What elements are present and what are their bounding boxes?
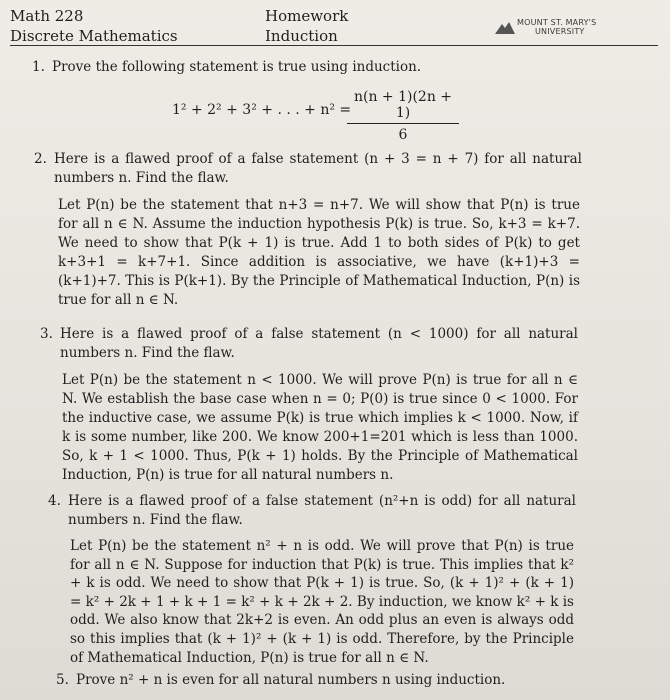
formula-lhs: 1² + 2² + 3² + . . . + n² = — [172, 102, 352, 118]
problem-3 — [40, 325, 578, 365]
flawed-proof-4: Let P(n) be the statement n² + n is odd. We will prove that P(n) is true for all n ∈ N. Suppose for induction that P(k) is true. This implies that k² + k is odd. We need to show that P(k + 1) is true. So, (k + 1)² + (k + 1) = k² + 2k + 1 + k + 1 = k² + k + 2k + 2. By induction, we know k² + k is odd. We also know that 2k+2 is even. An odd plus an even is always odd so this implies that (k + 1)² + (k + 1) is odd. Therefore, by the Principle of Mathematical Induction, P(n) is true for all n ∈ N. — [70, 538, 574, 666]
header-divider — [10, 45, 658, 46]
header — [10, 6, 660, 46]
problem-statement: Prove the following statement is true using induction. — [52, 59, 422, 75]
formula-fraction — [347, 89, 459, 143]
problem-number: 2. — [34, 151, 47, 167]
flawed-proof-2: Let P(n) be the statement that n+3 = n+7. We will show that P(n) is true for all n ∈ N. Assume the induction hypothesis P(k) is true. So, k+3 = k+7. We need to show that P(k + 1) is true. Add 1 to both sides of P(k) to get k+3+1 = k+7+1. Since addition is associative, we have (k+1)+3 = (k+1)+7. This is P(k+1). By the Principle of Mathematical Induction, P(n) is true for all n ∈ N. — [58, 197, 580, 308]
mountain-logo-icon — [495, 20, 515, 36]
assignment-info — [265, 6, 348, 46]
topic: Induction — [265, 27, 338, 45]
problem-statement: Here is a flawed proof of a false statement (n + 3 = n + 7) for all natural numbers n. Find the flaw. — [54, 151, 582, 186]
formula-denominator: 6 — [398, 127, 408, 143]
problem-number: 4. — [48, 493, 61, 509]
sum-of-squares-formula — [172, 89, 472, 143]
flawed-proof-3: Let P(n) be the statement n < 1000. We will prove P(n) is true for all n ∈ N. We establish the base case when n = 0; P(0) is true since 0 < 1000. For the inductive case, we assume P(k) is true which implies k < 1000. Now, if k is some number, like 200. We know 200+1=201 which is less than 1000. So, k + 1 < 1000. Thus, P(k + 1) holds. By the Principle of Mathematical Induction, P(n) is true for all natural numbers n. — [62, 372, 578, 483]
doc-type: Homework — [265, 7, 349, 25]
problem-2 — [34, 150, 582, 190]
course-info — [10, 6, 178, 46]
formula-numerator: n(n + 1)(2n + 1) — [347, 89, 459, 124]
problem-number: 5. — [56, 672, 69, 688]
logo-line-2: UNIVERSITY — [535, 27, 585, 36]
problem-statement: Here is a flawed proof of a false statement (n²+n is odd) for all natural numbers n. Find the flaw. — [68, 493, 576, 528]
university-logo — [495, 16, 605, 44]
problem-statement: Prove n² + n is even for all natural numbers n using induction. — [76, 672, 506, 688]
logo-line-1: MOUNT ST. MARY'S — [517, 18, 597, 27]
problem-4 — [48, 492, 576, 532]
problem-number: 1. — [32, 59, 45, 75]
course-code: Math 228 — [10, 7, 84, 25]
problem-statement: Here is a flawed proof of a false statement (n < 1000) for all natural numbers n. Find the flaw. — [60, 326, 578, 361]
course-name: Discrete Mathematics — [10, 27, 178, 45]
problem-number: 3. — [40, 326, 53, 342]
